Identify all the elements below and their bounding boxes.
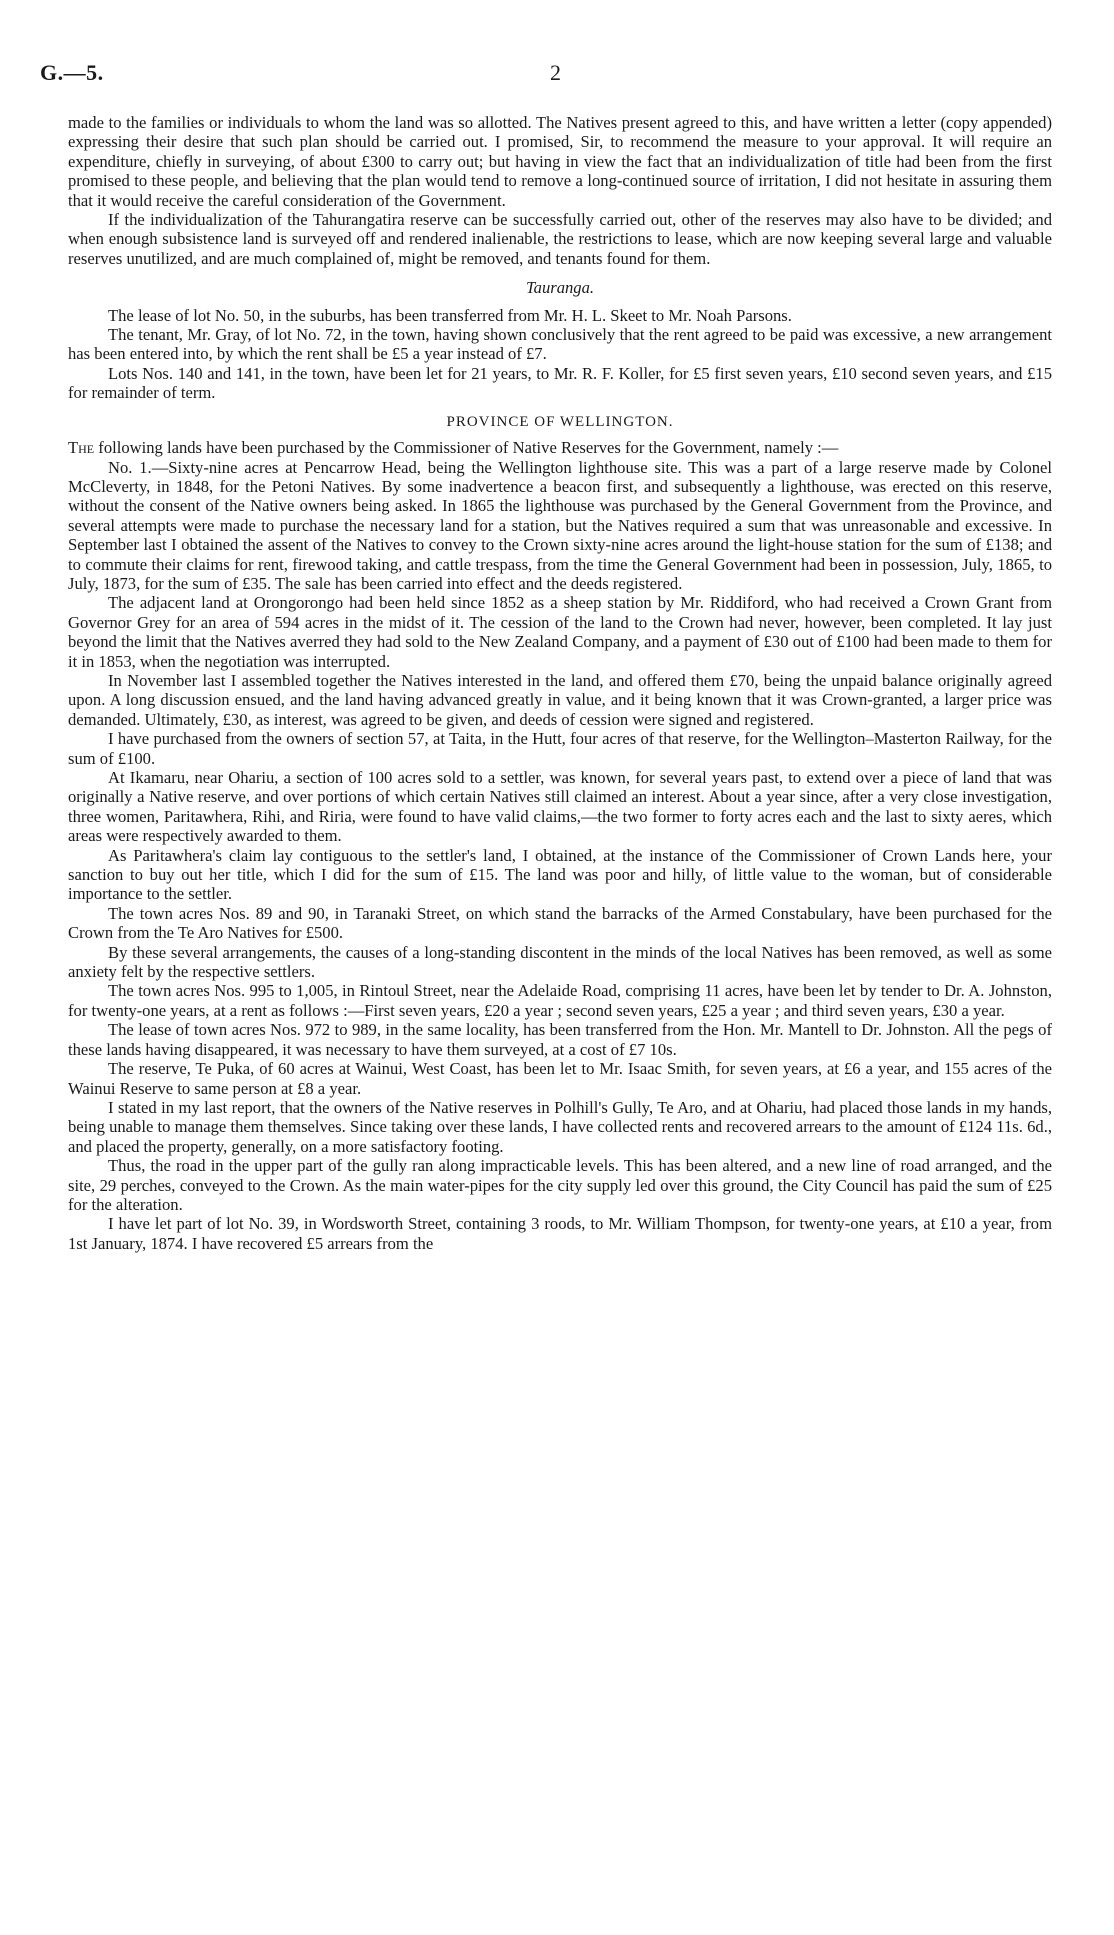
paragraph: The tenant, Mr. Gray, of lot No. 72, in the town, having shown conclusively that the rent agreed to be paid was excessive, a new arrangement has been entered into, by which the rent shall be £5 a year instead of £7. (68, 325, 1052, 364)
paragraph-text: following lands have been purchased by the Commissioner of Native Reserves for the Government, namely :— (98, 438, 839, 458)
paragraph: If the individualization of the Tahurangatira reserve can be successfully carried out, other of the reserves may also have to be divided; and when enough subsistence land is surveyed off and rendered inalienable, the restrictions to lease, which are now keeping several large and valuable reserves unutilized, and are much complained of, might be removed, and tenants found for them. (68, 210, 1052, 268)
paragraph: The reserve, Te Puka, of 60 acres at Wainui, West Coast, has been let to Mr. Isaac Smith, for seven years, at £6 a year, and 155 acres of the Wainui Reserve to same person at £8 a year. (68, 1059, 1052, 1098)
paragraph: No. 1.—Sixty-nine acres at Pencarrow Head, being the Wellington lighthouse site. This was a part of a large reserve made by Colonel McCleverty, in 1848, for the Petoni Natives. By some inadvertence a beacon first, and subsequently a lighthouse, was erected on this reserve, without the consent of the Native owners being asked. In 1865 the lighthouse was purchased by the General Government from the Province, and several attempts were made to purchase the necessary land for a station, but the Natives required a sum that was unreasonable and excessive. In September last I obtained the assent of the Natives to convey to the Crown sixty-nine acres around the light-house station for the sum of £138; and to commute their claims for rent, firewood taking, and cattle trespass, from the time the General Government had been in possession, July, 1865, to July, 1873, for the sum of £35. The sale has been carried into effect and the deeds registered. (68, 457, 1052, 593)
paragraph: I stated in my last report, that the owners of the Native reserves in Polhill's Gully, Te Aro, and at Ohariu, had placed those lands in my hands, being unable to manage them themselves. Since taking over these lands, I have collected rents and recovered arrears to the amount of £124 11s. 6d., and placed the property, generally, on a more satisfactory footing. (68, 1097, 1052, 1156)
paragraph: The adjacent land at Orongorongo had been held since 1852 as a sheep station by Mr. Riddiford, who had received a Crown Grant from Governor Grey for an area of 594 acres in the midst of it. The cession of the land to the Crown had never, however, been completed. It lay just beyond the limit that the Natives averred they had sold to the New Zealand Company, and a payment of £30 out of £100 had been made to them for it in 1853, when the negotiation was interrupted. (68, 593, 1052, 671)
document-id: G.—5. (40, 60, 104, 85)
paragraph: The lease of town acres Nos. 972 to 989, in the same locality, has been transferred from the Hon. Mr. Mantell to Dr. Johnston. All the pegs of these lands having disappeared, it was necessary to have them surveyed, at a cost of £7 10s. (68, 1020, 1052, 1059)
section-heading-province: PROVINCE OF WELLINGTON. (446, 413, 674, 430)
paragraph (68, 438, 1052, 457)
paragraph: As Paritawhera's claim lay contiguous to the settler's land, I obtained, at the instance of the Commissioner of Crown Lands here, your sanction to buy out her title, which I did for the sum of £15. The land was poor and hilly, of little value to the woman, but of considerable importance to the settler. (68, 845, 1052, 904)
paragraph: I have purchased from the owners of section 57, at Taita, in the Hutt, four acres of that reserve, for the Wellington–Masterton Railway, for the sum of £100. (68, 729, 1052, 768)
dropcap-word: The (68, 438, 95, 458)
paragraph: By these several arrangements, the causes of a long-standing discontent in the minds of the local Natives has been removed, as well as some anxiety felt by the respective settlers. (68, 942, 1052, 982)
page-number: 2 (550, 60, 561, 85)
paragraph: made to the families or individuals to whom the land was so allotted. The Natives present agreed to this, and have written a letter (copy appended) expressing their desire that such plan should be carried out. I promised, Sir, to recommend the measure to your approval. It will require an expenditure, chiefly in surveying, of about £300 to carry out; but having in view the fact that an individualization of title had been from the first promised to these people, and believing that the plan would tend to remove a long-continued source of irritation, I did not hesitate in assuring them that it would receive the careful consideration of the Government. (68, 113, 1052, 210)
paragraph: In November last I assembled together the Natives interested in the land, and offered them £70, being the unpaid balance originally agreed upon. A long discussion ensued, and the land having advanced greatly in value, and it being known that it was Crown-granted, a larger price was demanded. Ultimately, £30, as interest, was agreed to be given, and deeds of cession were signed and registered. (68, 670, 1052, 729)
paragraph: At Ikamaru, near Ohariu, a section of 100 acres sold to a settler, was known, for several years past, to extend over a piece of land that was originally a Native reserve, and over portions of which certain Natives still claimed an interest. About a year since, after a very close investigation, three women, Paritawhera, Rihi, and Riria, were found to have valid claims,—the two former to forty acres each and the last to sixty aeres, which areas were respectively awarded to them. (68, 768, 1052, 846)
paragraph: The lease of lot No. 50, in the suburbs, has been transferred from Mr. H. L. Skeet to Mr. Noah Parsons. (108, 305, 792, 325)
paragraph: Lots Nos. 140 and 141, in the town, have been let for 21 years, to Mr. R. F. Koller, for £5 first seven years, £10 second seven years, and £15 for remainder of term. (68, 363, 1052, 403)
body-text (68, 113, 1052, 1253)
paragraph: The town acres Nos. 995 to 1,005, in Rintoul Street, near the Adelaide Road, comprising 11 acres, have been let by tender to Dr. A. Johnston, for twenty-one years, at a rent as follows :—First seven years, £20 a year ; second seven years, £25 a year ; and third seven years, £30 a year. (68, 981, 1052, 1020)
page-header (40, 60, 1074, 90)
paragraph: I have let part of lot No. 39, in Wordsworth Street, containing 3 roods, to Mr. William Thompson, for twenty-one years, at £10 a year, from 1st January, 1874. I have recovered £5 arrears from the (68, 1214, 1052, 1253)
paragraph: The town acres Nos. 89 and 90, in Taranaki Street, on which stand the barracks of the Armed Constabulary, have been purchased for the Crown from the Te Aro Natives for £500. (68, 903, 1052, 943)
section-heading-tauranga: Tauranga. (525, 278, 595, 298)
paragraph: Thus, the road in the upper part of the gully ran along impracticable levels. This has been altered, and a new line of road arranged, and the site, 29 perches, conveyed to the Crown. As the main water-pipes for the city supply led over this ground, the City Council has paid the sum of £25 for the alteration. (68, 1156, 1052, 1214)
